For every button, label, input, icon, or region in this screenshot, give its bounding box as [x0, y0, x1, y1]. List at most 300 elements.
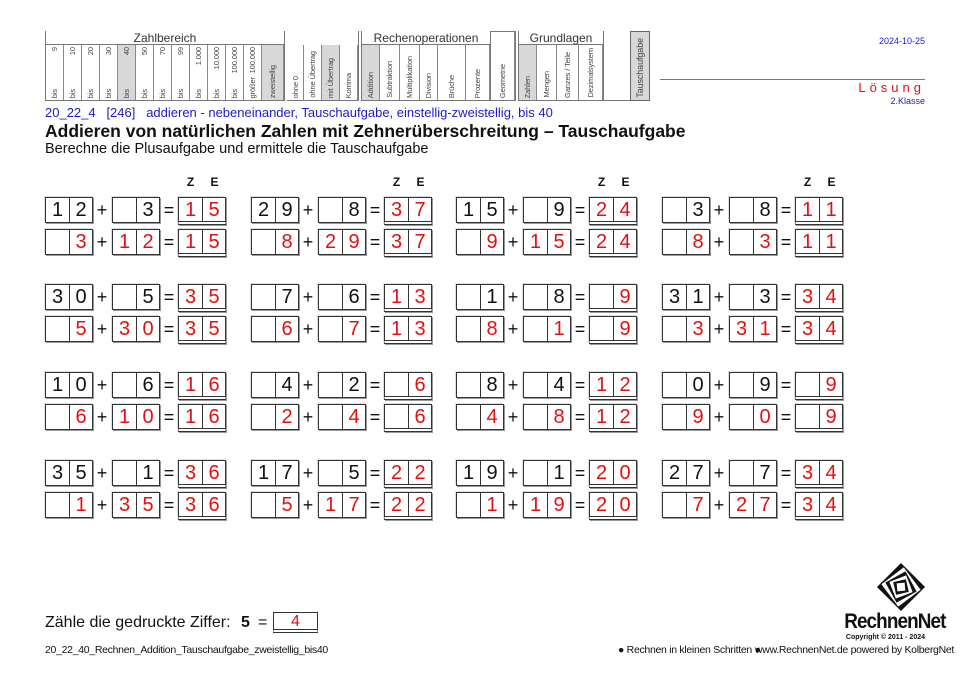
swapped-addend-2-box[interactable] — [112, 492, 160, 518]
tens-cell — [457, 493, 480, 517]
swapped-sum-box[interactable] — [589, 229, 637, 257]
swapped-addend-2-box[interactable] — [112, 404, 160, 430]
tens-header: Z — [186, 175, 195, 189]
addend-2-box[interactable] — [523, 372, 571, 398]
equals-sign: = — [163, 232, 175, 252]
operation-col[interactable] — [380, 45, 400, 101]
equals-sign: = — [163, 407, 175, 427]
tens-cell: 1 — [324, 494, 337, 516]
swapped-sum-box[interactable] — [384, 492, 432, 520]
ones-cell: 1 — [819, 230, 842, 254]
tens-cell: 3 — [51, 462, 64, 484]
info-line: 20_22_4 [246] addieren - nebeneinander, Tauschaufgabe, einstellig-zweistellig, bis 40 — [45, 105, 553, 120]
swapped-addend-1-box[interactable] — [456, 316, 504, 342]
ones-cell: 7 — [275, 461, 298, 485]
tens-cell — [113, 285, 136, 309]
tens-cell: 3 — [390, 231, 403, 253]
count-task-label: Zähle die gedruckte Ziffer: — [45, 614, 231, 631]
bis-label: bis — [194, 88, 203, 98]
ones-header: E — [827, 175, 836, 189]
sum-box[interactable] — [384, 372, 432, 400]
operation-col[interactable] — [362, 45, 380, 101]
addend-1-box[interactable] — [662, 460, 710, 486]
ones-cell: 1 — [547, 461, 570, 485]
plus-sign: + — [96, 319, 108, 339]
ones-cell: 4 — [819, 461, 842, 485]
tens-cell — [252, 493, 275, 517]
addend-2-box[interactable] — [318, 460, 366, 486]
ones-cell: 7 — [753, 493, 776, 517]
sum-box[interactable] — [795, 372, 843, 400]
range-value: 30 — [104, 47, 113, 56]
ones-cell: 3 — [753, 285, 776, 309]
addend-2-box[interactable] — [729, 284, 777, 310]
sum-box[interactable] — [589, 372, 637, 400]
range-col[interactable] — [208, 45, 226, 101]
tauschaufgabe-col[interactable] — [630, 31, 650, 101]
range-value: 100.000 — [248, 47, 257, 74]
ones-cell: 4 — [613, 230, 636, 254]
addend-1-box[interactable] — [456, 284, 504, 310]
range-col[interactable] — [46, 45, 64, 101]
addend-1-box[interactable] — [251, 460, 299, 486]
sum-box[interactable] — [795, 460, 843, 488]
addend-2-box[interactable] — [318, 197, 366, 223]
swapped-addend-1-box[interactable] — [45, 229, 93, 255]
ones-cell: 5 — [202, 230, 225, 254]
equals-sign: = — [574, 232, 586, 252]
equals-sign: = — [258, 614, 268, 631]
topic-label: ohne 0 — [290, 75, 300, 98]
plus-sign: + — [96, 463, 108, 483]
ones-cell: 5 — [202, 285, 225, 309]
sum-box[interactable] — [589, 284, 637, 312]
ones-cell: 8 — [753, 198, 776, 222]
tens-cell — [252, 317, 275, 341]
topic-index-table — [45, 31, 650, 101]
tens-cell: 1 — [118, 231, 131, 253]
plus-sign: + — [302, 200, 314, 220]
addend-2-box[interactable] — [523, 197, 571, 223]
ones-cell: 6 — [202, 461, 225, 485]
loesung-label: Lösung — [858, 80, 925, 95]
swapped-addend-2-box[interactable] — [318, 404, 366, 430]
basics-col[interactable] — [537, 45, 557, 101]
range-col[interactable] — [100, 45, 118, 101]
addend-2-box[interactable] — [729, 460, 777, 486]
ones-cell: 5 — [342, 461, 365, 485]
option-col[interactable] — [340, 45, 358, 101]
basics-col[interactable] — [519, 45, 537, 101]
ones-cell: 6 — [408, 405, 431, 429]
ones-cell: 0 — [69, 373, 92, 397]
ones-cell: 5 — [69, 461, 92, 485]
option-col[interactable] — [304, 45, 322, 101]
addend-2-box[interactable] — [112, 284, 160, 310]
swapped-addend-1-box[interactable] — [662, 492, 710, 518]
plus-sign: + — [507, 319, 519, 339]
plus-sign: + — [713, 200, 725, 220]
topic-label: Addition — [366, 71, 375, 98]
swapped-addend-1-box[interactable] — [251, 229, 299, 255]
sum-box[interactable] — [178, 460, 226, 488]
tens-cell: 2 — [668, 462, 681, 484]
ones-cell: 4 — [819, 493, 842, 517]
plus-sign: + — [507, 407, 519, 427]
ones-cell: 2 — [136, 230, 159, 254]
equals-sign: = — [780, 319, 792, 339]
tens-cell: 3 — [668, 286, 681, 308]
equals-sign: = — [574, 495, 586, 515]
addend-2-box[interactable] — [112, 372, 160, 398]
tens-cell: 3 — [118, 494, 131, 516]
equals-sign: = — [780, 463, 792, 483]
topic-label: Dezimalsystem — [586, 48, 595, 98]
addend-2-box[interactable] — [729, 372, 777, 398]
operation-col[interactable] — [400, 45, 420, 101]
tens-cell: 2 — [595, 462, 608, 484]
tens-cell — [46, 493, 69, 517]
ones-cell: 2 — [613, 373, 636, 397]
tens-cell: 2 — [390, 462, 403, 484]
ones-cell: 8 — [275, 230, 298, 254]
swapped-sum-box[interactable] — [589, 492, 637, 520]
ones-cell: 9 — [613, 285, 636, 309]
swapped-addend-1-box[interactable] — [251, 404, 299, 430]
addend-1-box[interactable] — [251, 284, 299, 310]
swapped-addend-2-box[interactable] — [729, 229, 777, 255]
swapped-sum-box[interactable] — [795, 229, 843, 257]
tens-cell — [385, 373, 408, 397]
ones-header: E — [416, 175, 425, 189]
tens-cell: 1 — [184, 374, 197, 396]
equals-sign: = — [780, 200, 792, 220]
range-col[interactable] — [118, 45, 136, 101]
count-answer-field[interactable]: 4 — [273, 612, 318, 633]
addend-2-box[interactable] — [112, 460, 160, 486]
plus-sign: + — [507, 463, 519, 483]
swapped-addend-1-box[interactable] — [456, 404, 504, 430]
sum-box[interactable] — [384, 197, 432, 225]
swapped-addend-1-box[interactable] — [45, 316, 93, 342]
swapped-sum-box[interactable] — [795, 316, 843, 344]
plus-sign: + — [507, 200, 519, 220]
swapped-sum-box[interactable] — [795, 404, 843, 432]
tens-cell: 3 — [801, 286, 814, 308]
plus-sign: + — [302, 319, 314, 339]
tens-cell: 3 — [184, 494, 197, 516]
topic-label: Geometrie — [498, 63, 507, 98]
option-col[interactable] — [287, 45, 304, 101]
addend-2-box[interactable] — [729, 197, 777, 223]
tens-cell: 3 — [801, 494, 814, 516]
swapped-addend-1-box[interactable] — [251, 316, 299, 342]
sum-box[interactable] — [178, 372, 226, 400]
topic-label: Tauschaufgabe — [634, 38, 645, 98]
swapped-addend-1-box[interactable] — [662, 316, 710, 342]
swapped-addend-1-box[interactable] — [456, 229, 504, 255]
ones-cell: 0 — [69, 285, 92, 309]
ones-cell: 2 — [408, 493, 431, 517]
ones-cell: 5 — [480, 198, 503, 222]
ones-cell: 2 — [69, 198, 92, 222]
swapped-sum-box[interactable] — [589, 404, 637, 432]
equals-sign: = — [163, 287, 175, 307]
swapped-addend-2-box[interactable] — [523, 492, 571, 518]
swapped-addend-2-box[interactable] — [729, 404, 777, 430]
topic-label: Mengen — [542, 71, 551, 98]
range-value: 9 — [50, 47, 59, 52]
tens-cell — [524, 285, 547, 309]
ones-cell: 9 — [480, 230, 503, 254]
equals-sign: = — [574, 287, 586, 307]
equals-sign: = — [574, 319, 586, 339]
sum-box[interactable] — [795, 197, 843, 225]
spacer — [604, 31, 630, 101]
tens-cell: 1 — [595, 374, 608, 396]
ones-cell: 4 — [275, 373, 298, 397]
addend-1-box[interactable] — [45, 197, 93, 223]
ones-cell: 5 — [275, 493, 298, 517]
tens-cell: 1 — [390, 318, 403, 340]
range-col[interactable] — [226, 45, 244, 101]
tens-cell: 1 — [529, 494, 542, 516]
swapped-sum-box[interactable] — [178, 404, 226, 432]
ones-cell: 6 — [202, 373, 225, 397]
equals-sign: = — [369, 407, 381, 427]
plus-sign: + — [302, 232, 314, 252]
group-title: Rechenoperationen — [362, 31, 490, 45]
range-col[interactable] — [154, 45, 172, 101]
tens-cell — [113, 198, 136, 222]
addend-1-box[interactable] — [662, 372, 710, 398]
addend-1-box[interactable] — [456, 460, 504, 486]
bis-label: bis — [68, 88, 77, 98]
addend-2-box[interactable] — [523, 460, 571, 486]
sum-box[interactable] — [589, 197, 637, 225]
ones-cell: 1 — [480, 493, 503, 517]
swapped-sum-box[interactable] — [589, 316, 637, 344]
tens-cell — [46, 405, 69, 429]
ones-cell: 3 — [69, 230, 92, 254]
equals-sign: = — [369, 287, 381, 307]
sum-box[interactable] — [384, 284, 432, 312]
tens-cell — [590, 285, 613, 309]
tens-cell — [730, 405, 753, 429]
swapped-addend-2-box[interactable] — [729, 316, 777, 342]
tens-cell: 3 — [390, 199, 403, 221]
ones-cell: 0 — [136, 405, 159, 429]
swapped-addend-1-box[interactable] — [456, 492, 504, 518]
operation-col[interactable] — [466, 45, 490, 101]
ones-cell: 1 — [753, 317, 776, 341]
ones-cell: 0 — [613, 461, 636, 485]
plus-sign: + — [96, 495, 108, 515]
operation-col[interactable] — [420, 45, 438, 101]
addend-1-box[interactable] — [251, 197, 299, 223]
addend-1-box[interactable] — [45, 372, 93, 398]
equals-sign: = — [574, 375, 586, 395]
operation-col[interactable] — [438, 45, 466, 101]
ones-cell: 6 — [408, 373, 431, 397]
basics-col[interactable] — [579, 45, 603, 101]
range-col[interactable] — [190, 45, 208, 101]
swapped-addend-2-box[interactable] — [523, 316, 571, 342]
tens-cell — [319, 405, 342, 429]
group-geometrie — [491, 31, 516, 101]
ones-cell: 8 — [686, 230, 709, 254]
swapped-sum-box[interactable] — [178, 492, 226, 520]
tens-cell — [252, 230, 275, 254]
range-col[interactable] — [244, 45, 262, 101]
swapped-sum-box[interactable] — [178, 316, 226, 344]
swapped-addend-2-box[interactable] — [523, 229, 571, 255]
plus-sign: + — [302, 463, 314, 483]
swapped-addend-2-box[interactable] — [318, 492, 366, 518]
plus-sign: + — [96, 200, 108, 220]
addend-1-box[interactable] — [251, 372, 299, 398]
addend-2-box[interactable] — [318, 284, 366, 310]
range-col[interactable] — [172, 45, 190, 101]
sum-box[interactable] — [795, 284, 843, 312]
swapped-addend-2-box[interactable] — [112, 316, 160, 342]
topic-label: Subtraktion — [385, 61, 394, 98]
ones-cell: 6 — [136, 373, 159, 397]
swapped-addend-1-box[interactable] — [662, 404, 710, 430]
group-title: Grundlagen — [519, 31, 603, 45]
addend-1-box[interactable] — [456, 197, 504, 223]
ones-cell: 5 — [69, 317, 92, 341]
ones-cell: 7 — [275, 285, 298, 309]
page-title: Addieren von natürlichen Zahlen mit Zehnerüberschreitung – Tauschaufgabe — [45, 121, 686, 141]
plus-sign: + — [713, 407, 725, 427]
tens-cell: 3 — [184, 318, 197, 340]
range-value: 99 — [176, 47, 185, 56]
swapped-addend-2-box[interactable] — [729, 492, 777, 518]
geometry-col[interactable] — [491, 31, 515, 101]
basics-col[interactable] — [557, 45, 579, 101]
topic-label: ohne Übertrag — [308, 51, 317, 98]
bis-label: bis — [230, 88, 239, 98]
swapped-sum-box[interactable] — [384, 229, 432, 257]
tens-cell — [457, 285, 480, 309]
swapped-addend-2-box[interactable] — [318, 229, 366, 255]
digits-col[interactable] — [262, 45, 284, 101]
addend-2-box[interactable] — [112, 197, 160, 223]
tens-cell — [730, 461, 753, 485]
swapped-addend-1-box[interactable] — [45, 404, 93, 430]
ones-cell: 8 — [480, 373, 503, 397]
tens-cell — [730, 230, 753, 254]
tens-cell — [730, 373, 753, 397]
grade-label: 2.Klasse — [890, 96, 925, 106]
sum-box[interactable] — [589, 460, 637, 488]
ones-cell: 7 — [686, 493, 709, 517]
swapped-sum-box[interactable] — [178, 229, 226, 257]
slogan: ● Rechnen in kleinen Schritten ● — [618, 644, 761, 656]
group-rechenoperationen — [361, 31, 491, 101]
topic-label: zweistellig — [268, 64, 277, 98]
swapped-sum-box[interactable] — [795, 492, 843, 520]
equals-sign: = — [369, 375, 381, 395]
addend-1-box[interactable] — [456, 372, 504, 398]
swapped-addend-2-box[interactable] — [112, 229, 160, 255]
addend-1-box[interactable] — [662, 197, 710, 223]
plus-sign: + — [713, 287, 725, 307]
equals-sign: = — [574, 200, 586, 220]
topic-label: Komma — [344, 72, 353, 98]
tens-cell: 1 — [184, 231, 197, 253]
website-link[interactable]: www.RechnenNet.de powered by KolbergNet — [755, 644, 955, 656]
sum-box[interactable] — [178, 284, 226, 312]
page-subtitle: Berechne die Plusaufgabe und ermittele die Tauschaufgabe — [45, 141, 429, 157]
equals-sign: = — [369, 495, 381, 515]
range-col[interactable] — [136, 45, 154, 101]
swapped-addend-1-box[interactable] — [251, 492, 299, 518]
range-col[interactable] — [82, 45, 100, 101]
tens-cell: 1 — [462, 462, 475, 484]
plus-sign: + — [302, 495, 314, 515]
sum-box[interactable] — [384, 460, 432, 488]
swapped-addend-2-box[interactable] — [318, 316, 366, 342]
equals-sign: = — [780, 287, 792, 307]
option-col[interactable] — [322, 45, 340, 101]
addend-2-box[interactable] — [318, 372, 366, 398]
ones-cell: 6 — [342, 285, 365, 309]
ones-cell: 4 — [819, 285, 842, 309]
equals-sign: = — [780, 495, 792, 515]
ones-header: E — [210, 175, 219, 189]
swapped-addend-2-box[interactable] — [523, 404, 571, 430]
tens-cell — [457, 230, 480, 254]
range-col[interactable] — [64, 45, 82, 101]
sum-box[interactable] — [178, 197, 226, 225]
addend-2-box[interactable] — [523, 284, 571, 310]
ones-cell: 0 — [136, 317, 159, 341]
count-digit: 5 — [241, 614, 250, 631]
ones-cell: 9 — [547, 198, 570, 222]
swapped-addend-1-box[interactable] — [45, 492, 93, 518]
group-title: Zahlbereich — [46, 31, 284, 45]
swapped-addend-1-box[interactable] — [662, 229, 710, 255]
tens-header: Z — [803, 175, 812, 189]
tens-cell: 2 — [257, 199, 270, 221]
swapped-sum-box[interactable] — [384, 404, 432, 432]
equals-sign: = — [163, 319, 175, 339]
plus-sign: + — [96, 407, 108, 427]
topic-label: mit Übertrag — [326, 57, 335, 98]
ones-cell: 3 — [408, 285, 431, 309]
ones-cell: 2 — [342, 373, 365, 397]
equals-sign: = — [163, 200, 175, 220]
tens-cell — [524, 373, 547, 397]
addend-1-box[interactable] — [45, 284, 93, 310]
ones-cell: 8 — [480, 317, 503, 341]
addend-1-box[interactable] — [662, 284, 710, 310]
ones-cell: 5 — [136, 493, 159, 517]
tens-cell: 1 — [529, 231, 542, 253]
swapped-sum-box[interactable] — [384, 316, 432, 344]
ones-cell: 8 — [547, 285, 570, 309]
ones-cell: 9 — [819, 405, 842, 429]
date: 2024-10-25 — [878, 36, 925, 46]
addend-1-box[interactable] — [45, 460, 93, 486]
range-value: 100.000 — [230, 47, 239, 74]
tens-header: Z — [597, 175, 606, 189]
plus-sign: + — [713, 319, 725, 339]
tens-cell — [730, 285, 753, 309]
tens-cell: 3 — [735, 318, 748, 340]
